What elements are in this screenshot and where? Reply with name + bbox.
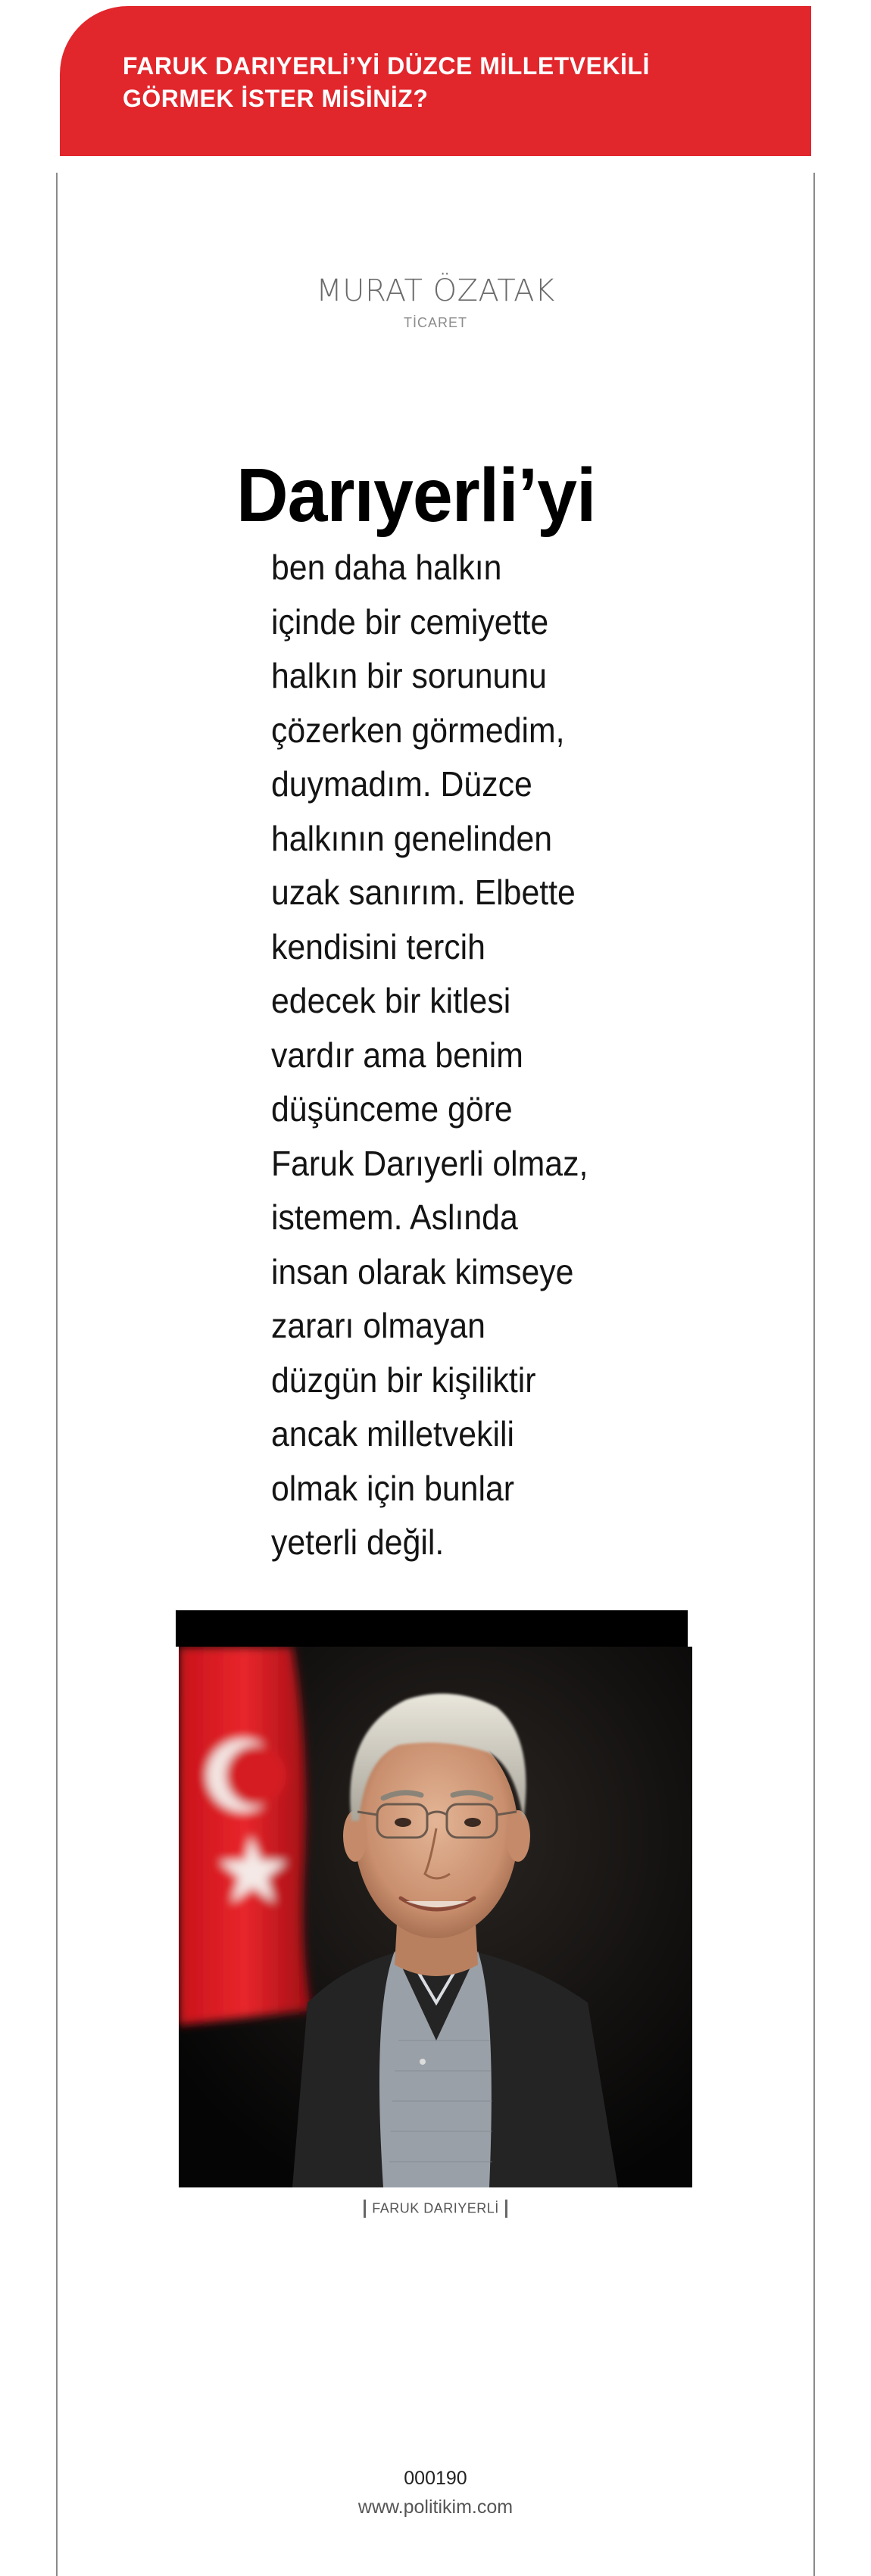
article-headline: Darıyerli’yi: [236, 453, 596, 538]
portrait-photo: [179, 1647, 692, 2187]
header-banner: [60, 6, 811, 156]
footer: [0, 2466, 871, 2519]
caption-bar-left: [364, 2200, 366, 2218]
photo-caption: [0, 2200, 871, 2218]
banner-title: FARUK DARIYERLİ’Yİ DÜZCE MİLLETVEKİLİ GÖRMEK İSTER MİSİNİZ?: [123, 52, 650, 112]
footer-code: 000190: [404, 2468, 467, 2489]
author-name: MURAT ÖZATAK: [316, 273, 555, 308]
flag-icon: [179, 1647, 311, 2025]
caption-bar-right: [505, 2200, 507, 2218]
article-body-text: ben daha halkın içinde bir cemiyette halkın bir sorununu çözerken görmedim, duymadım. Düzce halkının genelinden uzak sanırım. Elbette kendisini tercih edecek bir kitlesi vardır ama benim düşünceme göre Faruk Darıyerli olmaz, istemem. Aslında insan olarak kimseye zararı olmayan düzgün bir kişiliktir ancak milletvekili olmak için bunlar yeterli değil.: [271, 548, 588, 1562]
author-block: [0, 273, 871, 331]
portrait-illustration: [179, 1647, 692, 2187]
photo-top-bar: [176, 1610, 688, 1647]
article-body: [271, 541, 589, 1604]
footer-website-link[interactable]: www.politikim.com: [357, 2496, 514, 2518]
caption-text: FARUK DARIYERLİ: [372, 2200, 499, 2216]
author-category: TİCARET: [403, 315, 467, 330]
